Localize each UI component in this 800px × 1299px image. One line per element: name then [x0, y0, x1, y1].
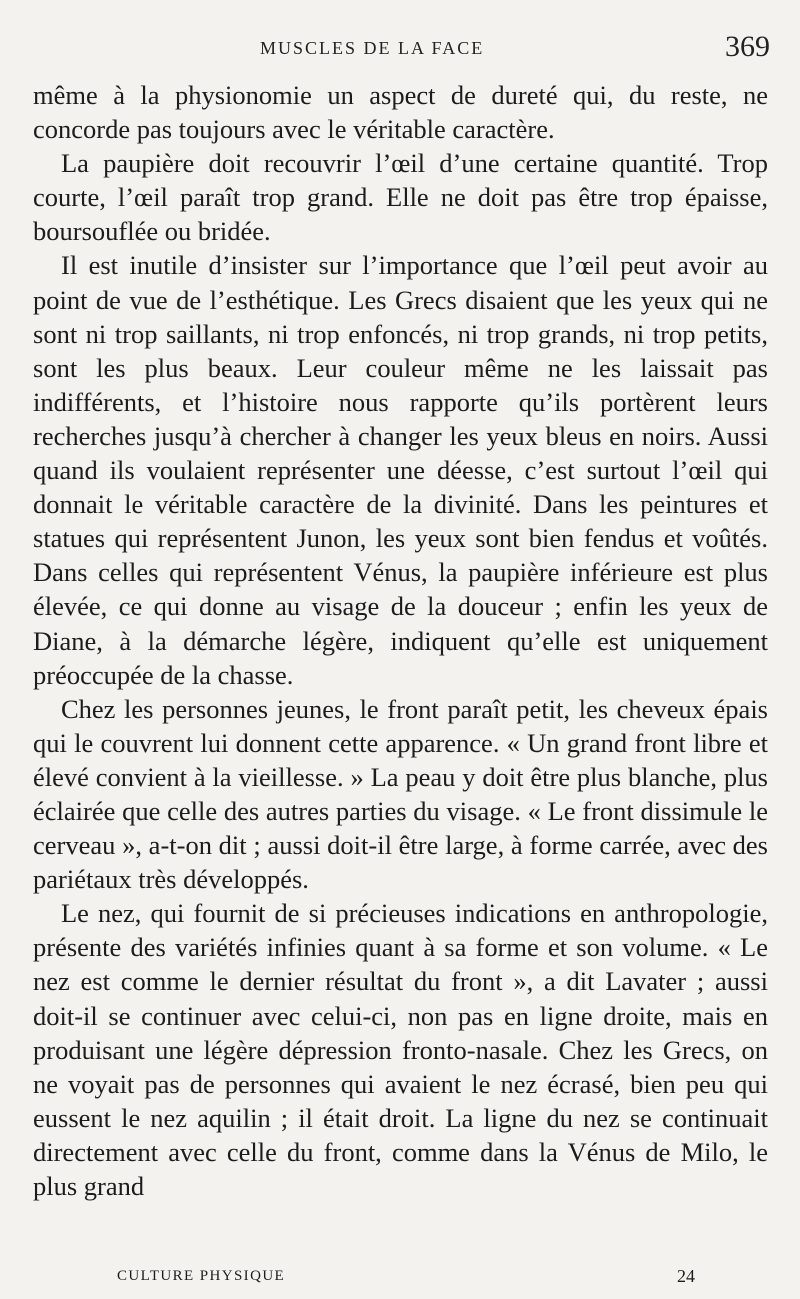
paragraph: Le nez, qui fournit de si précieuses indications en anthropologie, présente des variétés infinies quant à sa forme et son volume. « Le nez est comme le dernier résultat du front », a dit Lavater ; aussi doit-il se continuer avec celui-ci, non pas en ligne droite, mais en produisant une légère dépression fronto-nasale. Chez les Grecs, on ne voyait pas de personnes qui avaient le nez écrasé, bien peu qui eussent le nez aquilin ; il était droit. La ligne du nez se continuait directement avec celle du front, comme dans la Vénus de Milo, le plus grand	[33, 898, 768, 1201]
page-footer	[0, 1268, 800, 1292]
paragraph: La paupière doit recouvrir l’œil d’une certaine quantité. Trop courte, l’œil paraît trop grand. Elle ne doit pas être trop épaisse, boursouflée ou bridée.	[33, 148, 768, 247]
body-text	[33, 78, 768, 1203]
page-header	[260, 30, 770, 70]
printer-signature: CULTURE PHYSIQUE	[117, 1268, 286, 1284]
paragraph: Il est inutile d’insister sur l’importance que l’œil peut avoir au point de vue de l’esthétique. Les Grecs disaient que les yeux qui ne sont ni trop saillants, ni trop enfoncés, ni trop grands, ni trop petits, sont les plus beaux. Leur couleur même ne les laissait pas indifférents, et l’histoire nous rapporte qu’ils portèrent leurs recherches jusqu’à chercher à changer les yeux bleus en noirs. Aussi quand ils voulaient représenter une déesse, c’est surtout l’œil qui donnait le véritable caractère de la divinité. Dans les peintures et statues qui représentent Junon, les yeux sont bien fendus et voûtés. Dans celles qui représentent Vénus, la paupière inférieure est plus élevée, ce qui donne au visage de la douceur ; enfin les yeux de Diane, à la démarche légère, indiquent qu’elle est uniquement préoccupée de la chasse.	[33, 250, 768, 690]
page-number: 369	[725, 30, 770, 63]
paragraph: même à la physionomie un aspect de dureté qui, du reste, ne concorde pas toujours avec le véritable caractère.	[33, 80, 768, 145]
running-head: MUSCLES DE LA FACE	[260, 38, 485, 58]
paragraph: Chez les personnes jeunes, le front paraît petit, les cheveux épais qui le couvrent lui donnent cette apparence. « Un grand front libre et élevé convient à la vieillesse. » La peau y doit être plus blanche, plus éclairée que celle des autres parties du visage. « Le front dissimule le cerveau », a-t-on dit ; aussi doit-il être large, à forme carrée, avec des pariétaux très développés.	[33, 693, 768, 895]
sheet-number: 24	[677, 1266, 695, 1286]
